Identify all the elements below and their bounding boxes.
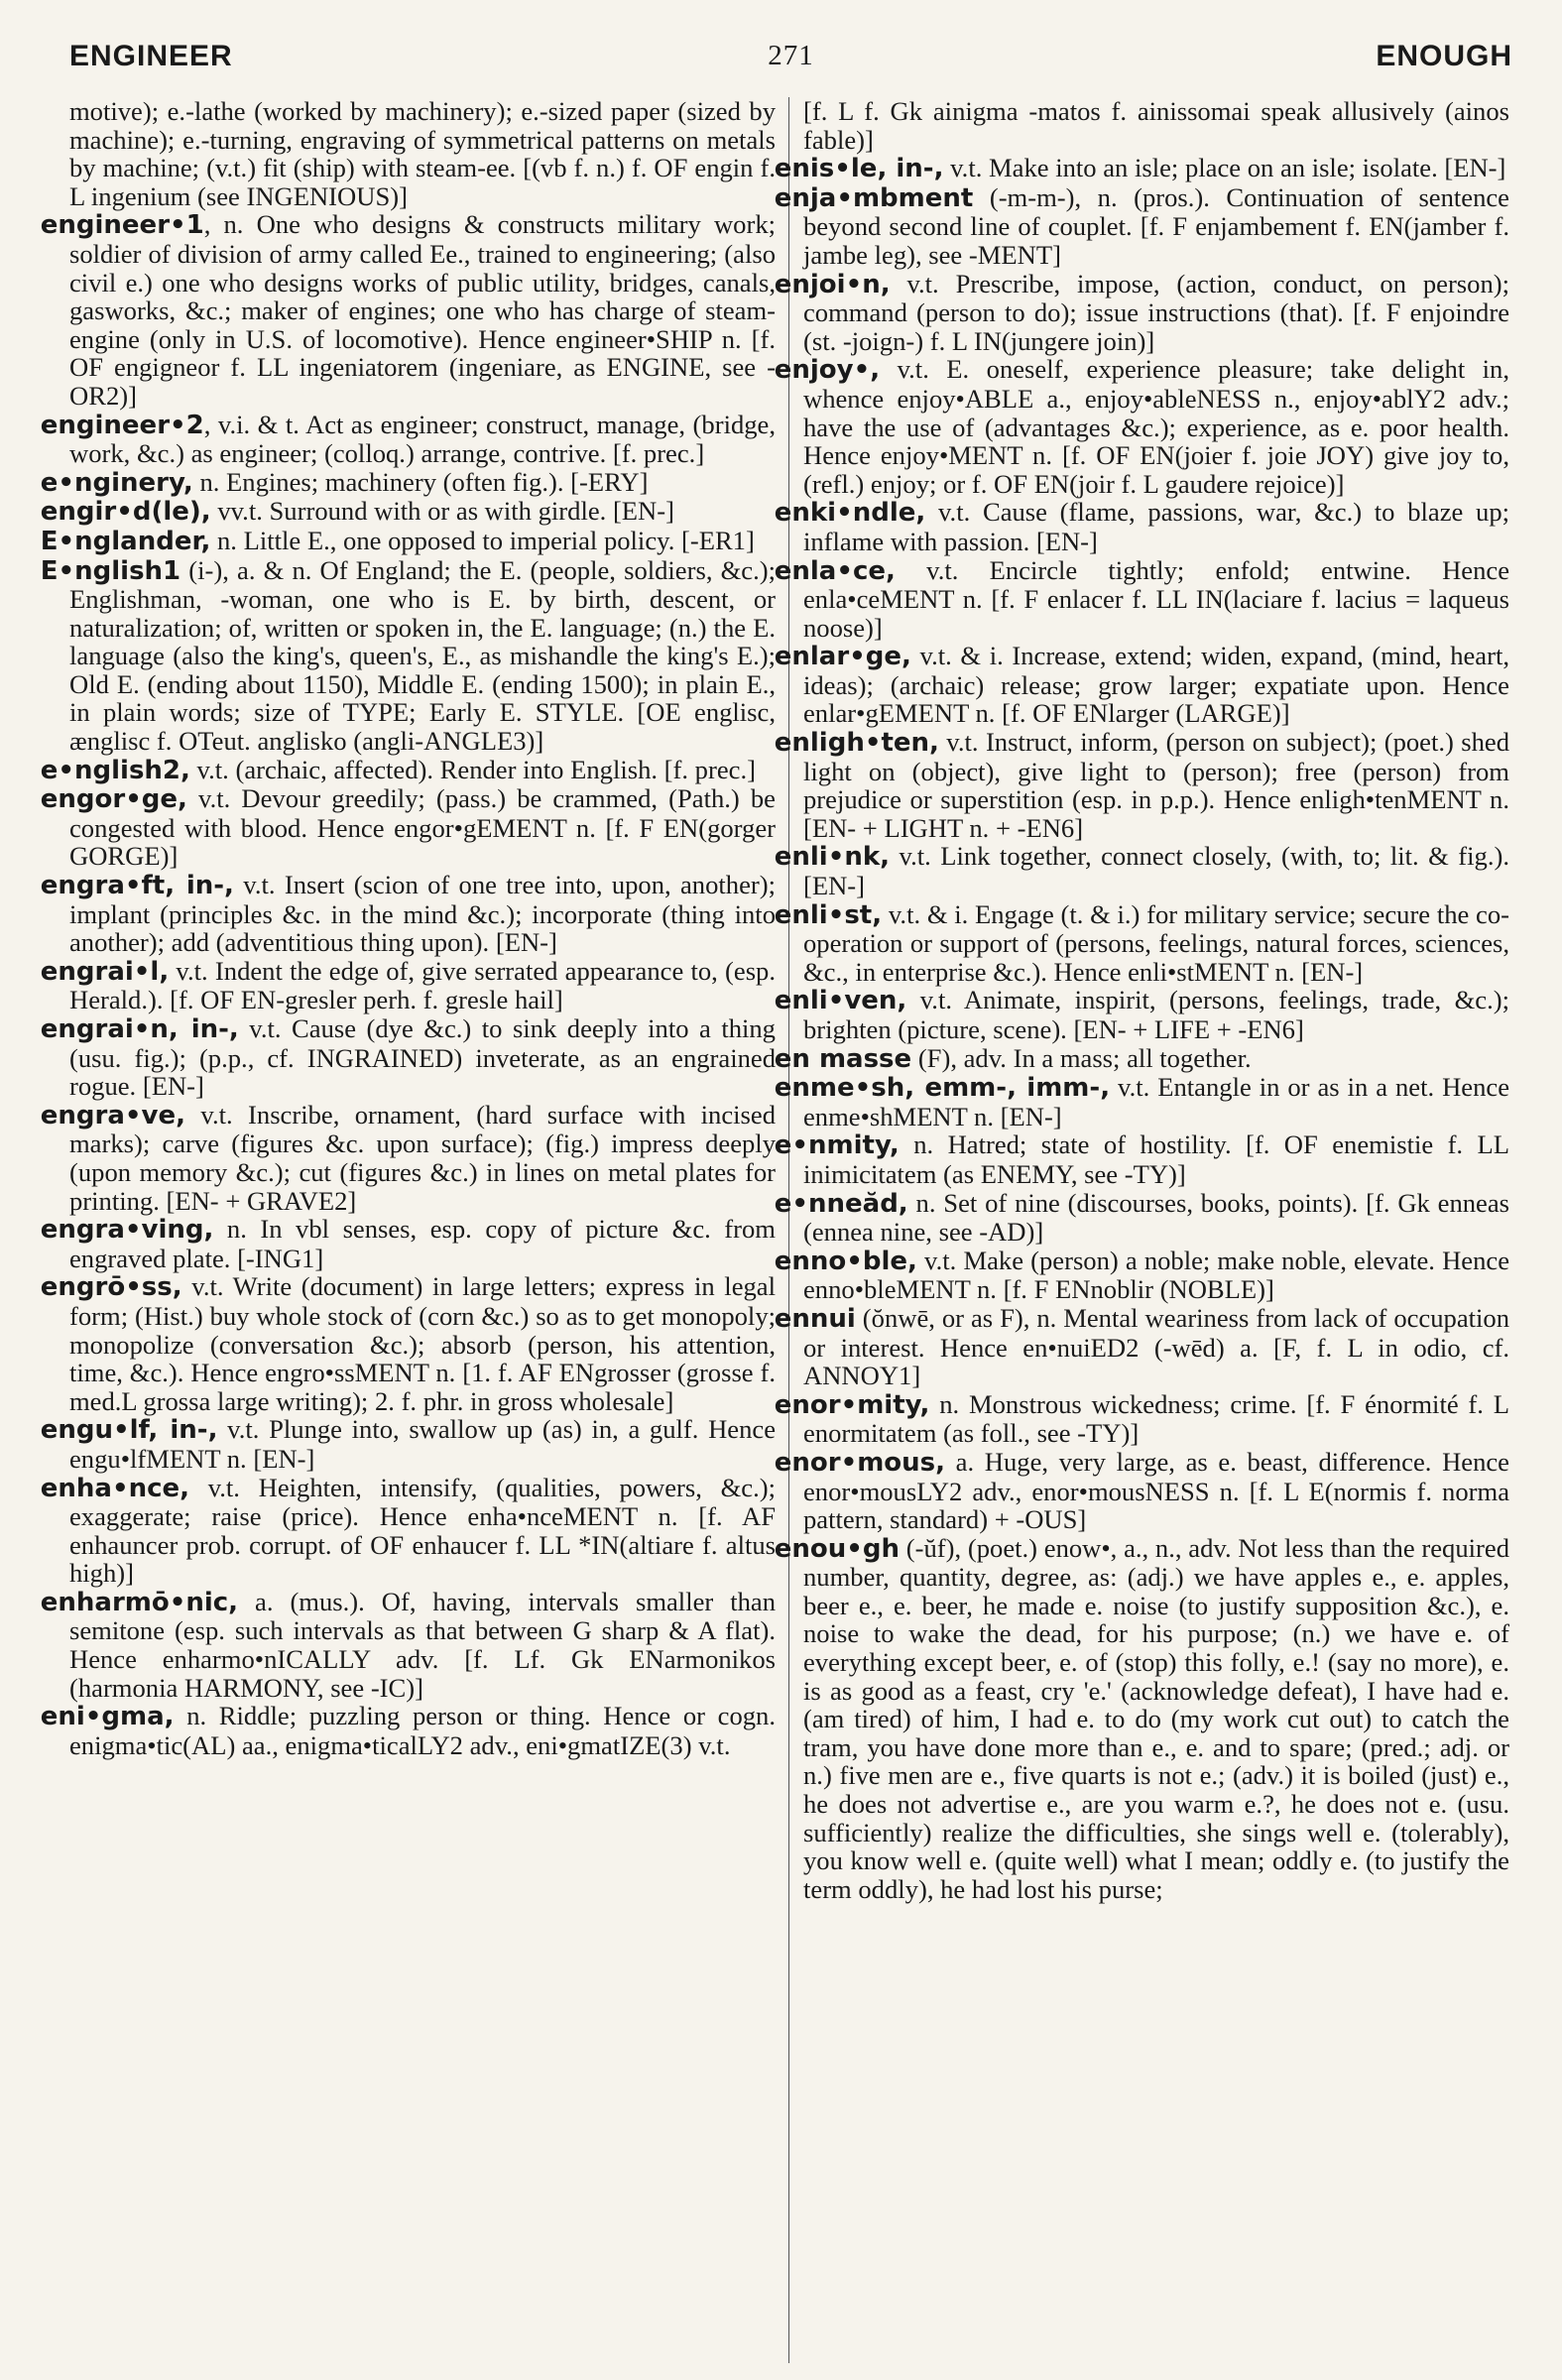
entry-headword: enlar•ge, <box>774 642 911 672</box>
entry-definition: v.t. Insert (scion of one tree into, upon, another); implant (principles &c. in the mind &c.); incorporate (thing into another); add (adventitious thing upon). [EN-] <box>69 870 776 958</box>
dictionary-entry <box>774 1302 1509 1391</box>
entry-definition: v.t. Link together, connect closely, (with, to; lit. & fig.). [EN-] <box>803 841 1509 901</box>
entry-definition: v.t. Make (person) a noble; make noble, elevate. Hence enno•bleMENT n. [f. F ENnoblir (NOBLE)] <box>803 1245 1509 1305</box>
entry-headword: enjoy•, <box>774 355 881 386</box>
entry-headword: engineer•2 <box>40 410 204 440</box>
entry-headword: engrai•n, in-, <box>40 1014 239 1044</box>
dictionary-entry <box>40 554 776 757</box>
entry-definition: v.t. (archaic, affected). Render into English. [f. prec.] <box>189 754 756 784</box>
entry-headword: enjoi•n, <box>774 269 891 299</box>
dictionary-entry <box>40 1414 777 1474</box>
entry-definition: v.t. Cause (dye &c.) to sink deeply into a thing (usu. fig.); (p.p., cf. INGRAINED) inveterate, as an engrained rogue. [EN-] <box>69 1013 776 1102</box>
entry-headword: engrō•ss, <box>40 1272 182 1303</box>
entry-definition: , v.i. & t. Act as engineer; construct, manage, (bridge, work, &c.) as engineer; (colloq.) arrange, contrive. [f. prec.] <box>69 409 776 469</box>
entry-definition: a. Huge, very large, as e. beast, difference. Hence enor•mousLY2 adv., enor•mousNESS n. [f. L E(normis f. norma pattern, standard) + -OUS] <box>803 1446 1509 1535</box>
dictionary-entry <box>40 754 776 785</box>
entry-headword: e•nneăd, <box>774 1188 908 1219</box>
dictionary-entry <box>774 354 1509 499</box>
dictionary-entry <box>774 554 1509 643</box>
entry-definition: v.t. & i. Increase, extend; widen, expand, (mind, heart, ideas); (archaic) release; grow larger; expatiate upon. Hence enlar•gEMENT n. [f. OF ENlarger (LARGE)] <box>803 641 1509 729</box>
dictionary-entry <box>774 1187 1509 1248</box>
dictionary-entry <box>40 1701 776 1760</box>
entry-definition: v.t. Inscribe, ornament, (hard surface with incised marks); carve (figures &c. upon surface); (fig.) impress deeply (upon memory &c.); cut (figures &c.) in lines on metal plates for printing. [EN- + GRAVE2] <box>69 1099 776 1216</box>
entry-headword: engrai•l, <box>40 956 170 987</box>
dictionary-entry <box>774 1042 1509 1074</box>
entry-definition: (i-), a. & n. Of England; the E. (people, soldiers, &c.); Englishman, -woman, one who is E. by birth, descent, or naturalization; of, written or spoken in, the E. language; (n.) the E. language (also the king's, queen's, E., as mishandle the king's E.); Old E. (ending about 1150), Middle E. (ending 1500); in plain E., in plain words; size of TYPE; Early E. STYLE. [OE englisc, ænglisc f. OTeut. anglisko (angli-ANGLE3)] <box>69 554 776 757</box>
dictionary-entry <box>40 1099 776 1216</box>
entry-headword: E•nglish1 <box>40 555 181 586</box>
dictionary-entry <box>40 1472 776 1589</box>
entry-headword: enor•mous, <box>774 1447 946 1478</box>
entry-headword: enharmō•nic, <box>40 1587 239 1617</box>
entry-definition: v.t. Plunge into, swallow up (as) in, a gulf. Hence engu•lfMENT n. [EN-] <box>69 1414 777 1474</box>
left-column <box>40 96 777 2363</box>
dictionary-entry <box>40 409 776 469</box>
entry-definition: motive); e.-lathe (worked by machinery); e.-sized paper (sized by machine); e.-turning, engraving of symmetrical patterns on metals by machine; (v.t.) fit (ship) with steam-ee. [(vb f. n.) f. OF engin f. L ingenium (see INGENIOUS)] <box>69 96 776 211</box>
dictionary-entry <box>774 727 1509 843</box>
dictionary-entry <box>69 97 776 210</box>
entry-headword: enligh•ten, <box>774 728 939 759</box>
dictionary-entry <box>774 181 1509 270</box>
entry-definition: v.t. Heighten, intensify, (qualities, powers, &c.); exaggerate; raise (price). Hence enha•nceMENT n. [f. AF enhauncer prob. corrupt. of OF enhaucer f. LL *IN(altiare f. altus high)] <box>69 1472 776 1589</box>
entry-definition: v.t. Devour greedily; (pass.) be crammed, (Path.) be congested with blood. Hence engor•gEMENT n. [f. F EN(gorger GORGE)] <box>69 783 776 872</box>
entry-definition: n. Hatred; state of hostility. [f. OF enemistie f. LL inimicitatem (as ENEMY, see -TY)] <box>803 1130 1509 1189</box>
entry-headword: e•nglish2, <box>40 755 190 785</box>
entry-headword: engra•ving, <box>40 1215 214 1246</box>
entry-headword: enli•nk, <box>774 842 891 873</box>
page-number: 271 <box>768 40 814 71</box>
dictionary-entry <box>40 1214 776 1273</box>
dictionary-entry <box>774 898 1509 987</box>
entry-headword: engra•ve, <box>40 1100 185 1130</box>
entry-headword: enja•mbment <box>774 182 974 213</box>
entry-headword: enha•nce, <box>40 1473 189 1503</box>
right-column <box>774 96 1509 2363</box>
entry-definition: v.t. Instruct, inform, (person on subject); (poet.) shed light on (object), give light to (person); free (person) from prejudice or superstition (esp. in p.p.). Hence enligh•tenMENT n. [EN- + LIGHT n. + -EN6] <box>803 727 1509 843</box>
dictionary-entry <box>774 1388 1509 1449</box>
entry-definition: vv.t. Surround with or as with girdle. [EN-] <box>210 496 674 527</box>
entry-definition: v.t. E. oneself, experience pleasure; take delight in, whence enjoy•ABLE a., enjoy•ableNESS n., enjoy•ablY2 adv.; have the use of (advantages &c.); experience, as e. poor health. Hence enjoy•MENT n. [f. OF EN(joier f. joie JOY) give joy to, (refl.) enjoy; or f. OF EN(joir f. L gaudere rejoice)] <box>803 354 1509 499</box>
entry-definition: v.t. & i. Engage (t. & i.) for military service; secure the co-operation or support of (persons, feelings, natural forces, sciences, &c., in enterprise &c.). Hence enli•stMENT n. [EN-] <box>803 898 1509 987</box>
entry-definition: (-ŭf), (poet.) enow•, a., n., adv. Not less than the required number, quantity, degree, as: (adj.) we have apples e., e. apples, beer e., e. beer, he made e. noise (to justify supposition &c.), e. noise to wake the dead, for his purpose; (n.) we have e. of everything except beer, e. of (stop) this folly, e.! (say no more), e. is as good as a feast, cry 'e.' (acknowledge defeat), I have had e. (am tired) of him, I had e. to do (my work cut out) to catch the tram, you have done more than e., e. and to spare; (pred.; adj. or n.) five men are e., five quarts is not e.; (adv.) it is boiled (just) e., he does not advertise e., are you warm e.?, he does not e. (usu. sufficiently) realize the difficulties, she sings well e. (tolerably), you know well e. (quite well) what I mean; oddly e. (to justify the term oddly), he had lost his purse; <box>803 1532 1509 1904</box>
entry-headword: enis•le, in-, <box>774 154 944 184</box>
entry-headword: e•nmity, <box>774 1130 900 1161</box>
dictionary-entry <box>774 641 1509 729</box>
entry-headword: engineer•1 <box>40 210 204 241</box>
entry-headword: enou•gh <box>774 1533 901 1564</box>
running-header <box>69 40 1512 89</box>
entry-definition: v.t. Make into an isle; place on an isle; isolate. [EN-] <box>943 153 1506 183</box>
entry-headword: engor•ge, <box>40 784 187 815</box>
dictionary-entry <box>40 870 776 958</box>
dictionary-entry <box>774 841 1509 901</box>
dictionary-entry <box>774 985 1509 1044</box>
dictionary-entry <box>40 783 776 872</box>
dictionary-entry <box>40 525 776 556</box>
dictionary-entry <box>774 1072 1509 1131</box>
entry-headword: engra•ft, in-, <box>40 871 234 901</box>
entry-definition: v.t. Encircle tightly; enfold; entwine. Hence enla•ceMENT n. [f. F enlacer f. LL IN(laciare f. lacius = laqueus noose)] <box>803 554 1509 643</box>
entry-definition: n. Monstrous wickedness; crime. [f. F énormité f. L enormitatem (as foll., see -TY)] <box>803 1388 1509 1449</box>
entry-headword: e•nginery, <box>40 467 193 498</box>
dictionary-entry <box>40 1271 776 1416</box>
entry-headword: ennui <box>774 1303 856 1334</box>
entry-headword: en masse <box>774 1043 912 1074</box>
dictionary-entry <box>40 466 776 498</box>
entry-definition: v.t. Entangle in or as in a net. Hence enme•shMENT n. [EN-] <box>803 1072 1509 1131</box>
dictionary-entry <box>40 496 776 528</box>
dictionary-entry <box>774 497 1509 556</box>
dictionary-entry <box>774 1130 1509 1189</box>
entry-definition: n. Engines; machinery (often fig.). [-ERY] <box>192 466 649 497</box>
entry-headword: E•nglander, <box>40 526 211 556</box>
entry-headword: enki•ndle, <box>774 498 926 529</box>
entry-headword: enme•sh, emm-, imm-, <box>774 1073 1111 1104</box>
entry-headword: enor•mity, <box>774 1389 930 1420</box>
entry-headword: enli•st, <box>774 899 883 930</box>
column-divider <box>788 97 789 2363</box>
entry-definition: (F), adv. In a mass; all together. <box>911 1042 1252 1073</box>
entry-definition: v.t. Animate, inspirit, (persons, feelings, trade, &c.); brighten (picture, scene). [EN- + LIFE + -EN6] <box>803 985 1509 1044</box>
dictionary-entry <box>40 955 776 1015</box>
dictionary-entry <box>803 97 1509 154</box>
entry-headword: engu•lf, in-, <box>40 1415 218 1446</box>
entry-definition: v.t. Write (document) in large letters; express in legal form; (Hist.) buy whole stock of (corn &c.) so as to get monopoly; monopolize (conversation &c.); absorb (person, his attention, time, &c.). Hence engro•ssMENT n. [1. f. AF ENgrosser (grosse f. med.L grossa large writing); 2. f. phr. in gross wholesale] <box>69 1271 776 1416</box>
dictionary-entry <box>40 1013 776 1102</box>
entry-definition: a. (mus.). Of, having, intervals smaller than semitone (esp. such intervals as that between G sharp & A flat). Hence enharmo•nICALLY adv. [f. Lf. Gk ENarmonikos (harmonia HARMONY, see -IC)] <box>69 1586 776 1703</box>
entry-headword: enla•ce, <box>774 555 896 586</box>
entry-definition: n. Riddle; puzzling person or thing. Hence or cogn. enigma•tic(AL) aa., enigma•ticalLY2 adv., eni•gmatIZE(3) v.t. <box>69 1701 776 1760</box>
entry-definition: (-m-m-), n. (pros.). Continuation of sentence beyond second line of couplet. [f. F enjambement f. EN(jamber f. jambe leg), see -MENT] <box>803 181 1509 270</box>
entry-definition: (ŏnwē, or as F), n. Mental weariness from lack of occupation or interest. Hence en•nuiED2 (-wēd) a. [F, f. L in odio, cf. ANNOY1] <box>803 1302 1509 1391</box>
dictionary-entry <box>40 209 776 411</box>
dictionary-entry <box>40 1586 776 1703</box>
entry-definition: n. Little E., one opposed to imperial policy. [-ER1] <box>210 525 755 555</box>
entry-definition: , n. One who designs & constructs military work; soldier of division of army called Ee., trained to engineering; (also civil e.) one who designs works of public utility, bridges, canals, gasworks, &c.; maker of engines; one who has charge of steam-engine (only in U.S. of locomotive). Hence engineer•SHIP n. [f. OF engigneor f. LL ingeniatorem (ingeniare, as ENGINE, see -OR2)] <box>69 209 776 411</box>
entry-headword: engir•d(le), <box>40 497 211 528</box>
dictionary-entry <box>774 1446 1509 1535</box>
header-right-guideword: ENOUGH <box>1376 40 1512 72</box>
entry-definition: v.t. Indent the edge of, give serrated appearance to, (esp. Herald.). [f. OF EN-gresler perh. f. gresle hail] <box>69 955 776 1015</box>
entry-definition: [f. L f. Gk ainigma -matos f. ainissomai speak allusively (ainos fable)] <box>803 96 1509 155</box>
entry-headword: eni•gma, <box>40 1702 175 1732</box>
entry-definition: v.t. Prescribe, impose, (action, conduct, on person); command (person to do); issue instructions (that). [f. F enjoindre (st. -joign-) f. L IN(jungere join)] <box>803 268 1509 356</box>
dictionary-entry <box>774 268 1509 356</box>
dictionary-entry <box>774 153 1509 184</box>
header-left-guideword: ENGINEER <box>69 40 233 72</box>
dictionary-entry <box>774 1245 1509 1305</box>
entry-headword: enno•ble, <box>774 1246 917 1276</box>
entry-definition: n. In vbl senses, esp. copy of picture &c. from engraved plate. [-ING1] <box>69 1214 776 1273</box>
entry-headword: enli•ven, <box>774 986 907 1016</box>
entry-definition: n. Set of nine (discourses, books, points). [f. Gk enneas (ennea nine, see -AD)] <box>803 1187 1509 1248</box>
entry-definition: v.t. Cause (flame, passions, war, &c.) to blaze up; inflame with passion. [EN-] <box>803 497 1509 556</box>
dictionary-entry <box>774 1532 1509 1904</box>
